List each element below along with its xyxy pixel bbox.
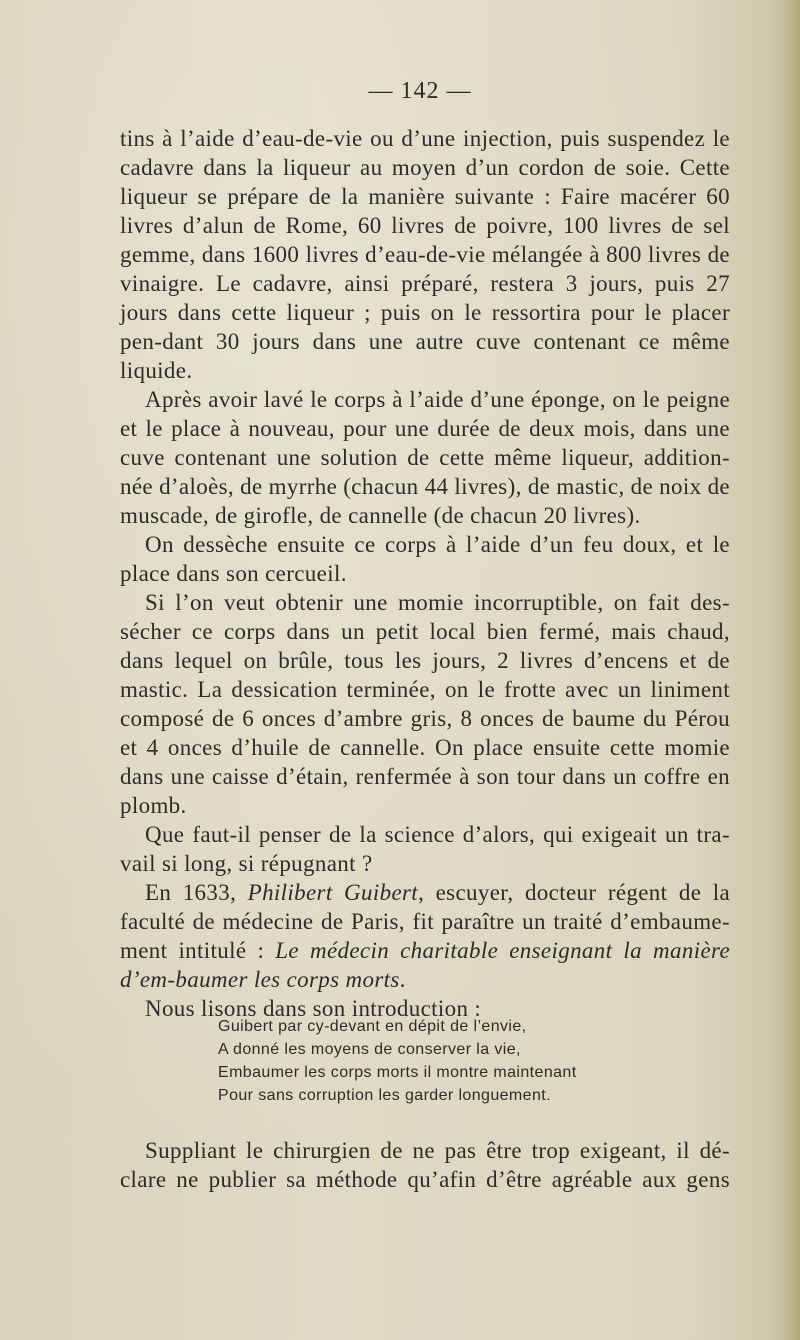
verse-line-2: A donné les moyens de conserver la vie, [218,1041,521,1058]
paragraph-8: Suppliant le chirurgien de ne pas être trop exigeant, il dé-clare ne publier sa méthode qu’afin d’être agréable aux gens [120,1138,730,1192]
paragraph-2: Après avoir lavé le corps à l’aide d’une éponge, on le peigne et le place à nouveau, pour une durée de deux mois, dans une cuve contenant une solution de cette même liqueur, addition-née d’aloès, de myrrhe (chacun 44 livres), de mastic, de noix de muscade, de girofle, de cannelle (de chacun 20 livres). [120,387,730,528]
page-number: — 142 — [368,78,472,104]
page-edge-shadow [782,0,800,1340]
verse-line-1: Guibert par cy-devant en dépit de l’envie, [218,1018,527,1035]
paragraph-6-intro: En 1633, [145,880,248,905]
paragraph-6 [120,878,730,994]
verse-line-4: Pour sans corruption les garder longuement. [218,1087,551,1104]
main-text [120,124,730,1023]
continued-text [120,1136,730,1194]
paragraph-7: Nous lisons dans son introduction : [145,996,482,1021]
paragraph-6-middle: , escuyer, docteur régent de la faculté de médecine de Paris, fit paraître un traité d’embaume-ment intitulé : [120,880,731,963]
quoted-verse [218,1015,688,1107]
verse-line-3: Embaumer les corps morts il montre maintenant [218,1064,577,1081]
paragraph-1: tins à l’aide d’eau-de-vie ou d’une injection, puis suspendez le cadavre dans la liqueur au moyen d’un cordon de soie. Cette liqueur se prépare de la manière suivante : Faire macérer 60 livres d’alun de Rome, 60 livres de poivre, 100 livres de sel gemme, dans 1600 livres d’eau-de-vie mélangée à 800 livres de vinaigre. Le cadavre, ainsi préparé, restera 3 jours, puis 27 jours dans cette liqueur ; puis on le ressortira pour le placer pen-dant 30 jours dans une autre cuve contenant ce même liquide. [120,126,730,383]
author-name: Philibert Guibert [247,880,419,905]
treatise-title: Le médecin charitable enseignant la manière d’em-baumer les corps morts [120,938,731,992]
paragraph-4: Si l’on veut obtenir une momie incorruptible, on fait des-sécher ce corps dans un petit local bien fermé, mais chaud, dans lequel on brûle, tous les jours, 2 livres d’encens et de mastic. La dessication terminée, on le frotte avec un liniment composé de 6 onces d’ambre gris, 8 onces de baume du Pérou et 4 onces d’huile de cannelle. On place ensuite cette momie dans une caisse d’étain, renfermée à son tour dans un coffre en plomb. [120,590,730,818]
paragraph-6-end: . [399,967,406,992]
paragraph-3: On dessèche ensuite ce corps à l’aide d’un feu doux, et le place dans son cercueil. [120,532,730,586]
paragraph-5: Que faut-il penser de la science d’alors, qui exigeait un tra-vail si long, si répugnant ? [120,822,730,876]
